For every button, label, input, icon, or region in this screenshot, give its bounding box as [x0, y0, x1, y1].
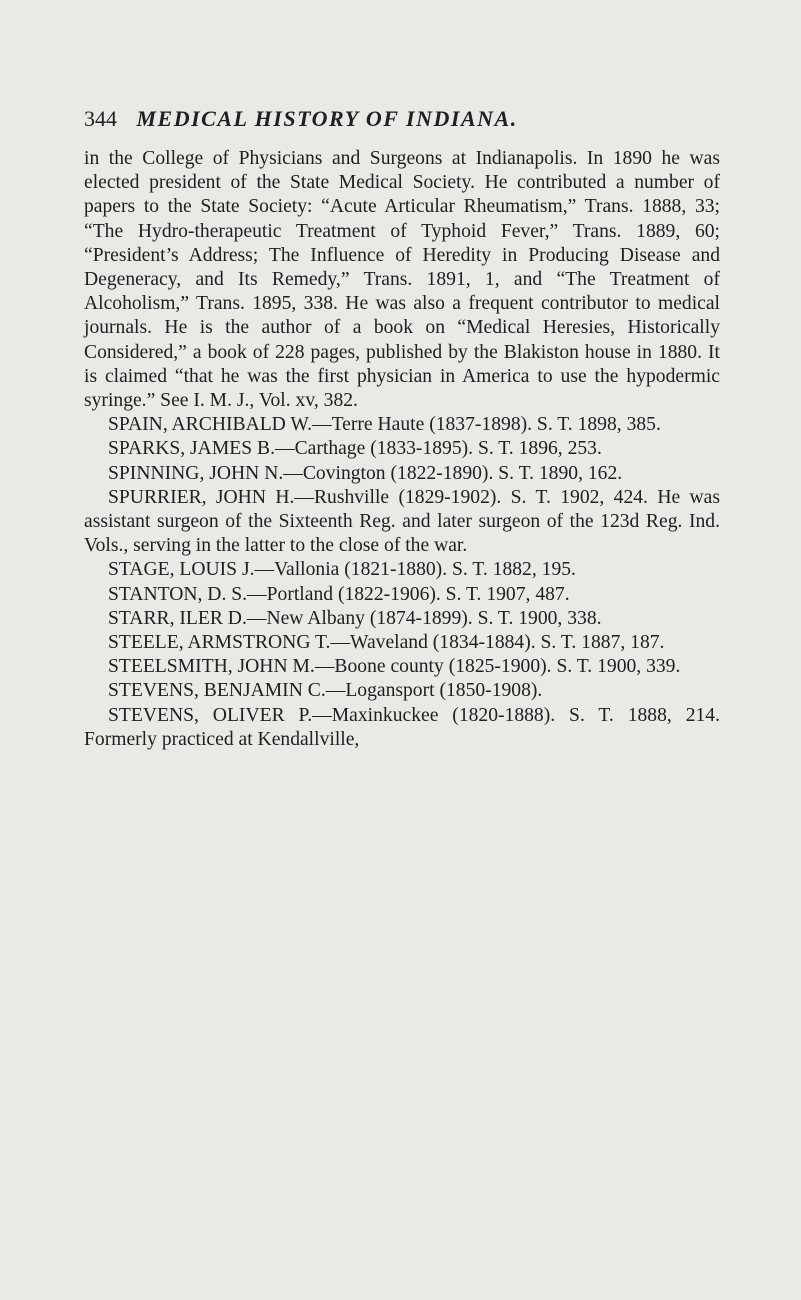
- running-head: [84, 106, 724, 132]
- biography-entry: SPURRIER, JOHN H.—Rushville (1829-1902). S. T. 1902, 424. He was assistant surgeon of the Sixteenth Reg. and later surgeon of the 123d Reg. Ind. Vols., serving in the latter to the close of the war.: [84, 486, 720, 557]
- biography-entry: SPINNING, JOHN N.—Covington (1822-1890). S. T. 1890, 162.: [108, 462, 623, 484]
- biography-entry: STEELSMITH, JOHN M.—Boone county (1825-1900). S. T. 1900, 339.: [108, 656, 681, 678]
- biography-entry: SPARKS, JAMES B.—Carthage (1833-1895). S. T. 1896, 253.: [108, 438, 602, 460]
- biography-entry: STEELE, ARMSTRONG T.—Waveland (1834-1884). S. T. 1887, 187.: [108, 632, 665, 654]
- paragraph-continuation: in the College of Physicians and Surgeons at Indianapolis. In 1890 he was elected president of the State Medical Society. He contributed a number of papers to the State Society: “Acute Articular Rheumatism,” Trans. 1888, 33; “The Hydro-therapeutic Treatment of Typhoid Fever,” Trans. 1889, 60; “President’s Address; The Influence of Heredity in Producing Disease and Degeneracy, and Its Remedy,” Trans. 1891, 1, and “The Treatment of Alcoholism,” Trans. 1895, 338. He was also a frequent contributor to medical journals. He is the author of a book on “Medical Heresies, Historically Considered,” a book of 228 pages, published by the Blakiston house in 1880. It is claimed “that he was the first physician in America to use the hypodermic syringe.” See I. M. J., Vol. xv, 382.: [84, 148, 720, 412]
- biography-entry: STARR, ILER D.—New Albany (1874-1899). S. T. 1900, 338.: [108, 607, 602, 629]
- biography-entry: STANTON, D. S.—Portland (1822-1906). S. T. 1907, 487.: [108, 583, 570, 605]
- page-number: 344: [84, 106, 117, 131]
- body-text: [84, 147, 720, 752]
- biography-entry: SPAIN, ARCHIBALD W.—Terre Haute (1837-1898). S. T. 1898, 385.: [108, 414, 661, 436]
- biography-entry: STAGE, LOUIS J.—Vallonia (1821-1880). S. T. 1882, 195.: [108, 559, 576, 581]
- running-title: MEDICAL HISTORY OF INDIANA.: [136, 106, 518, 131]
- biography-entry: STEVENS, BENJAMIN C.—Logansport (1850-1908).: [108, 680, 543, 702]
- biography-entry: STEVENS, OLIVER P.—Maxinkuckee (1820-1888). S. T. 1888, 214. Formerly practiced at Kendallville,: [84, 704, 720, 750]
